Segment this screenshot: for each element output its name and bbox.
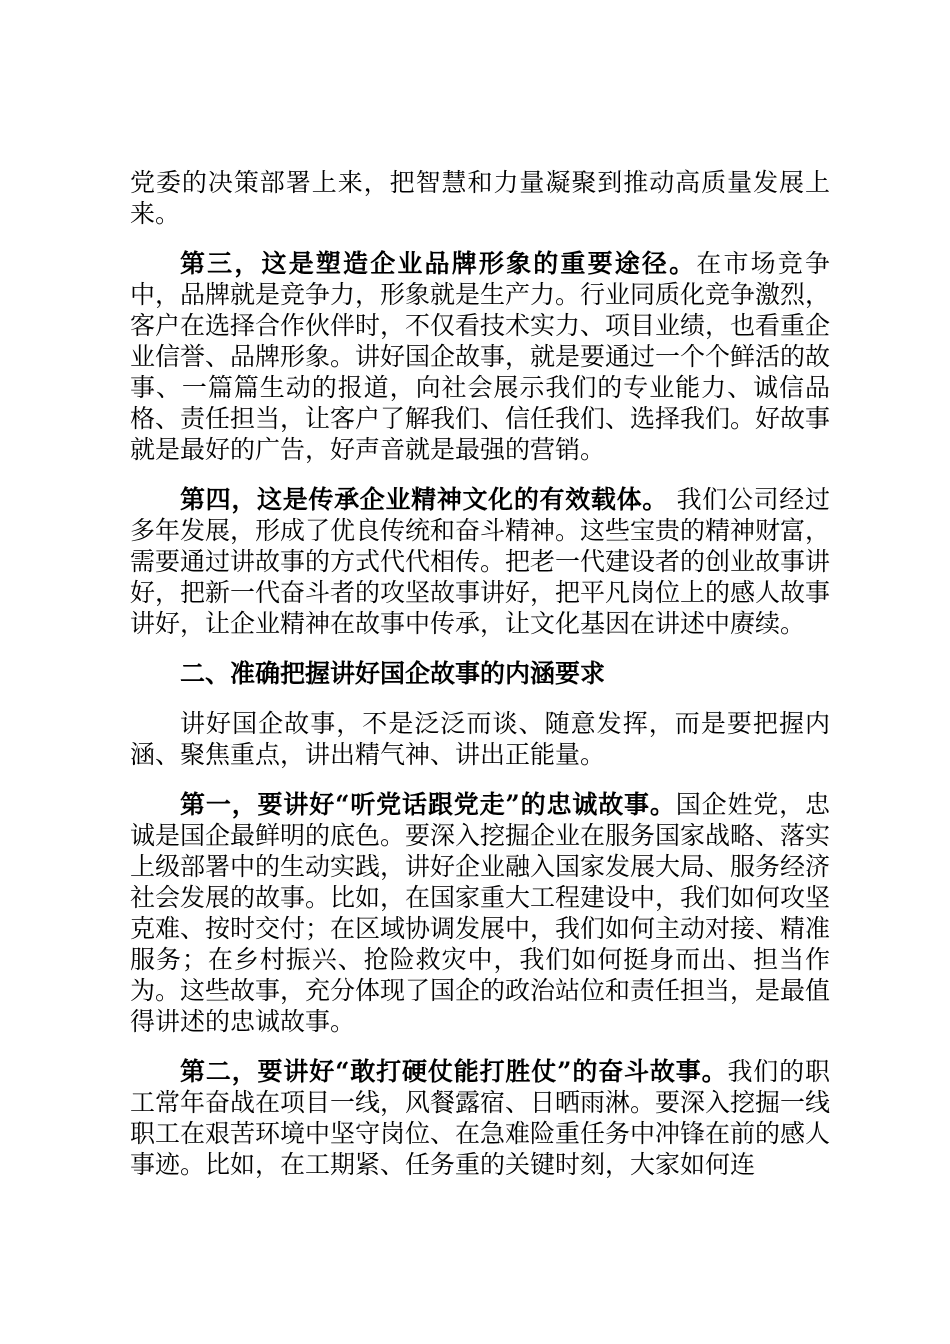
paragraph-lead: 第四，这是传承企业精神文化的有效载体。 bbox=[180, 485, 668, 514]
paragraph-text: 在市场竞争中，品牌就是竞争力，形象就是生产力。行业同质化竞争激烈，客户在选择合作伙伴时，不仅看技术实力、项目业绩，也看重企业信誉、品牌形象。讲好国企故事，就是要通过一个个鲜活的故事、一篇篇生动的报道，向社会展示我们的专业能力、诚信品格、责任担当，让客户了解我们、信任我们、选择我们。好故事就是最好的广告，好声音就是最强的营销。 bbox=[130, 249, 831, 464]
document-page bbox=[130, 167, 830, 1199]
paragraph-point-three bbox=[130, 248, 830, 465]
paragraph-point-one bbox=[130, 789, 830, 1037]
paragraph-text: 党委的决策部署上来，把智慧和力量凝聚到推动高质量发展上来。 bbox=[130, 168, 830, 228]
paragraph-text: 我们公司经过多年发展，形成了优良传统和奋斗精神。这些宝贵的精神财富，需要通过讲故事的方式代代相传。把老一代建设者的创业故事讲好，把新一代奋斗者的攻坚故事讲好，把平凡岗位上的感人故事讲好，让企业精神在故事中传承，让文化基因在讲述中赓续。 bbox=[130, 485, 831, 638]
paragraph-lead: 第一，要讲好“听党话跟党走”的忠诚故事。 bbox=[180, 790, 676, 819]
paragraph-text: 我们的职工常年奋战在项目一线，风餐露宿、日晒雨淋。要深入挖掘一线职工在艰苦环境中坚守岗位、在急难险重任务中冲锋在前的感人事迹。比如，在工期紧、任务重的关键时刻，大家如何连 bbox=[130, 1057, 831, 1179]
section-heading: 二、准确把握讲好国企故事的内涵要求 bbox=[180, 659, 606, 688]
section-intro: 讲好国企故事，不是泛泛而谈、随意发挥，而是要把握内涵、聚焦重点，讲出精气神、讲出正能量。 bbox=[130, 709, 830, 769]
paragraph-point-four bbox=[130, 484, 830, 639]
paragraph-continuation bbox=[130, 167, 830, 229]
paragraph-lead: 第二，要讲好“敢打硬仗能打胜仗”的奋斗故事。 bbox=[180, 1057, 728, 1086]
paragraph-text: 国企姓党，忠诚是国企最鲜明的底色。要深入挖掘企业在服务国家战略、落实上级部署中的生动实践，讲好企业融入国家发展大局、服务经济社会发展的故事。比如，在国家重大工程建设中，我们如何攻坚克难、按时交付；在区域协调发展中，我们如何主动对接、精准服务；在乡村振兴、抢险救灾中，我们如何挺身而出、担当作为。这些故事，充分体现了国企的政治站位和责任担当，是最值得讲述的忠诚故事。 bbox=[130, 790, 831, 1036]
paragraph-lead: 第三，这是塑造企业品牌形象的重要途径。 bbox=[180, 249, 697, 278]
paragraph-point-two bbox=[130, 1056, 830, 1180]
